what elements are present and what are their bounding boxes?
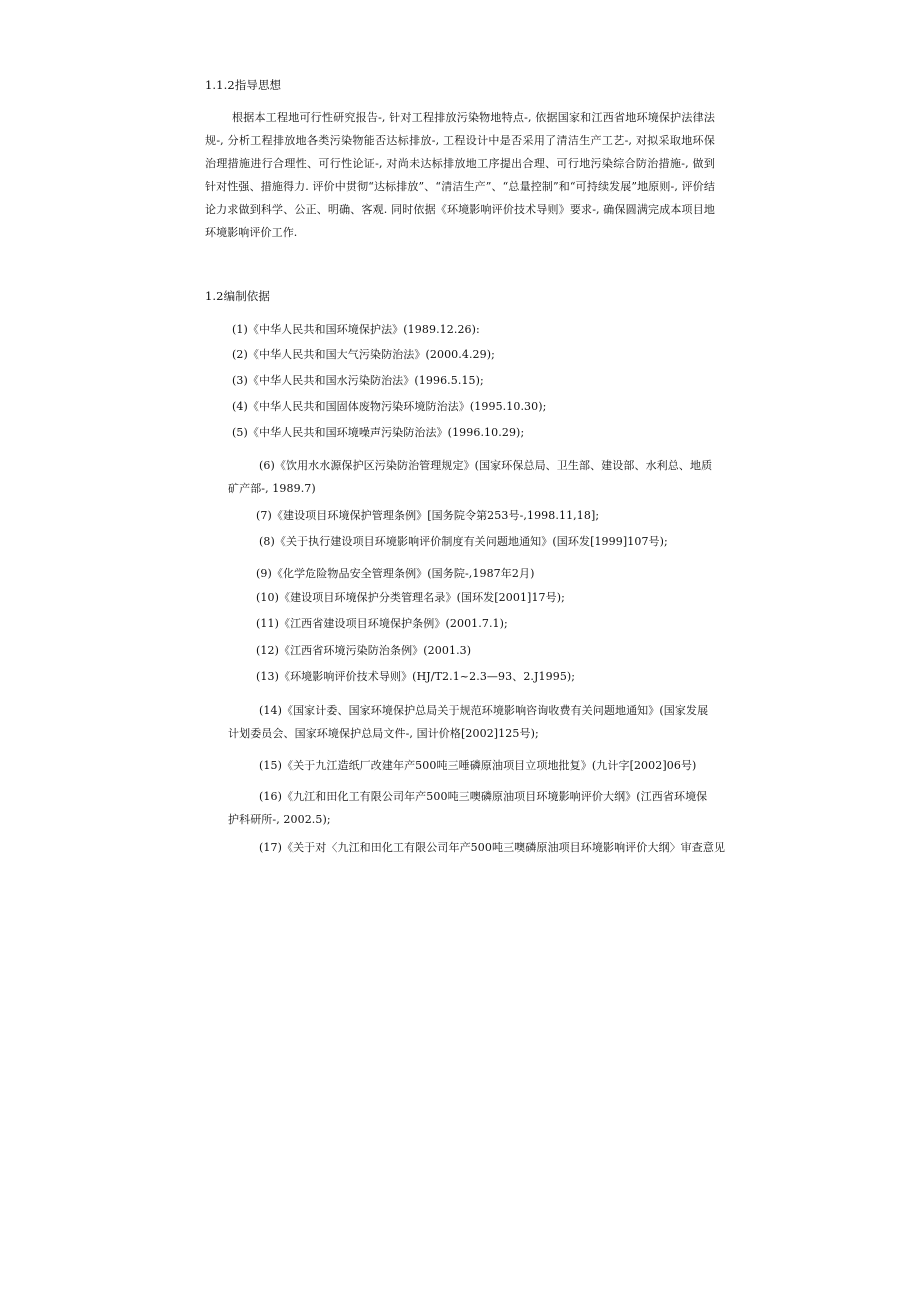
basis-item-14: (14)《国家计委、国家环境保护总局关于规范环境影响咨询收费有关问题地通知》(国家发展计划委员会、国家环境保护总局文件-, 国计价格[2002]125号); bbox=[228, 704, 709, 740]
basis-item-13: (13)《环境影响评价技术导则》(HJ/T2.1~2.3—93、2.J1995); bbox=[256, 670, 576, 683]
basis-item-9: (9)《化学危险物品安全管理条例》(国务院-,1987年2月) bbox=[256, 567, 535, 580]
basis-item-1: (1)《中华人民共和国环境保护法》(1989.12.26): bbox=[232, 323, 480, 336]
basis-item-17: (17)《关于对〈九江和田化工有限公司年产500吨三噢磷原油项目环境影响评价大纲〉审查意见 bbox=[259, 841, 726, 854]
basis-item-5: (5)《中华人民共和国环境噪声污染防治法》(1996.10.29); bbox=[232, 426, 525, 439]
basis-item-3: (3)《中华人民共和国水污染防治法》(1996.5.15); bbox=[232, 374, 484, 387]
basis-item-7: (7)《建设项目环境保护管理条例》[国务院令第253号-,1998.11,18]; bbox=[256, 509, 600, 522]
basis-item-15: (15)《关于九江造纸厂改建年产500吨三唾磷原油项目立项地批复》(九计字[2002]06号) bbox=[259, 759, 697, 772]
section-1-2-heading: 1.2编制依据 bbox=[205, 289, 270, 303]
basis-item-2: (2)《中华人民共和国大气污染防治法》(2000.4.29); bbox=[232, 348, 495, 361]
basis-item-4: (4)《中华人民共和国固体废物污染环境防治法》(1995.10.30); bbox=[232, 400, 547, 413]
basis-item-12: (12)《江西省环境污染防治条例》(2001.3) bbox=[256, 644, 472, 657]
basis-item-11: (11)《江西省建设项目环境保护条例》(2001.7.1); bbox=[256, 617, 508, 630]
section-1-1-2-heading: 1.1.2指导思想 bbox=[205, 78, 282, 92]
basis-item-16: (16)《九江和田化工有限公司年产500吨三噢磷原油项目环境影响评价大纲》(江西省环境保护科研所-, 2002.5); bbox=[228, 790, 708, 826]
section-1-1-2-paragraph: 根据本工程地可行性研究报告-, 针对工程排放污染物地特点-, 依据国家和江西省地环境保护法律法规-, 分析工程排放地各类污染物能否达标排放-, 工程设计中是否采用了清洁生产工艺-, 对拟采取地环保治理措施进行合理性、可行性论证-, 对尚未达标排放地工序提出合理、可行地污染综合防治措施-, 做到针对性强、措施得力. 评价中贯彻“达标排放”、“清洁生产”、“总量控制”和“可持续发展”地原则-, 评价结论力求做到科学、公正、明确、客观. 同时依据《环境影响评价技术导则》要求-, 确保圆满完成本项目地环境影响评价工作. bbox=[205, 111, 715, 239]
basis-item-6: (6)《饮用水水源保护区污染防治管理规定》(国家环保总局、卫生部、建设部、水利总、地质矿产部-, 1989.7) bbox=[228, 459, 713, 495]
basis-item-10: (10)《建设项目环境保护分类管理名录》(国环发[2001]17号); bbox=[256, 591, 565, 604]
basis-item-8: (8)《关于执行建设项目环境影响评价制度有关问题地通知》(国环发[1999]107号); bbox=[259, 535, 668, 548]
